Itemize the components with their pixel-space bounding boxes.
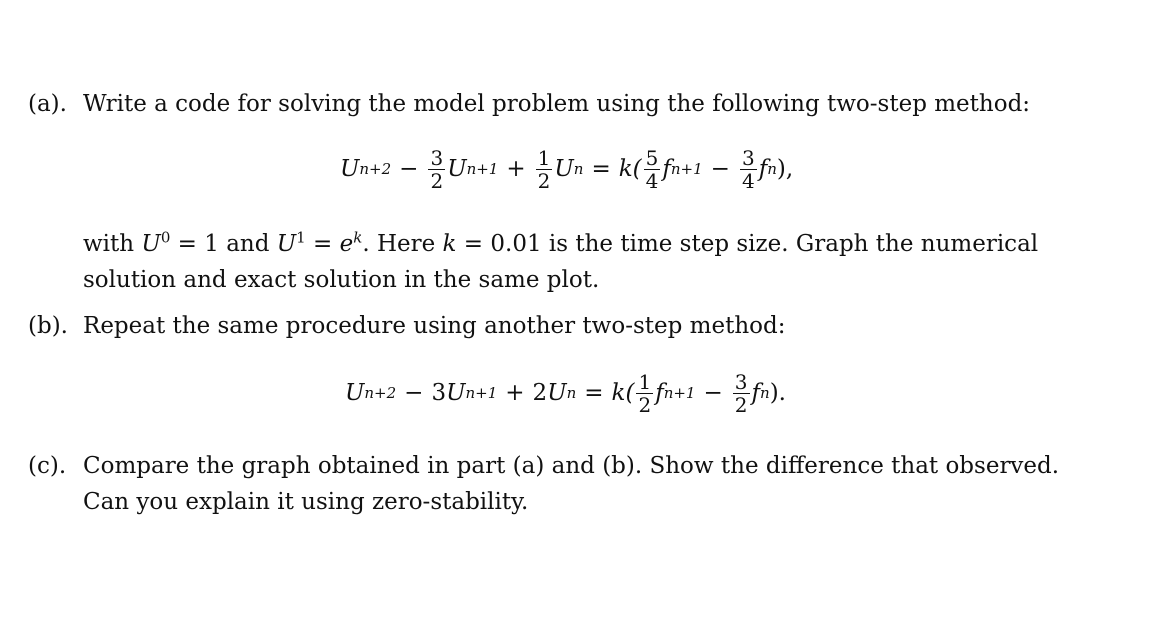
with-supk: k [353,228,363,247]
eq-b-U3: U [547,380,567,406]
equation-b: U n+2 − 3 U n+1 + 2 U n = k( $\frac{1}{2}$ f n+1 − $\frac{3}{2}$ f n ). [345,369,786,417]
with-word: with [83,231,135,257]
eq-b-U: U [345,380,365,406]
eq-a-frac-4-den: 4 [741,168,755,193]
eq-a-frac-4 [740,147,757,192]
with-eq2: = [313,231,333,257]
with-U1: U [276,231,297,257]
part-a-text: Write a code for solving the model problem using the following two-step method: [83,91,1031,117]
equation-a: U n+2 − $\frac{3}{2}$ U n+1 + $\frac{1}{2}$ U n = k( $\frac{5}{4}$ f n+1 − $\frac{3}{4}$ f n ), [340,145,794,193]
eq-a-equals: = [591,156,611,182]
with-eq1: = 1 and [177,231,270,257]
eq-a-U2: U [447,156,467,182]
part-a-line3: solution and exact solution in the same plot. [83,267,600,293]
with-here: . Here [362,231,436,257]
eq-a-frac-1 [428,147,445,192]
eq-b-coef2: 2 [532,380,548,406]
with-k: k [442,231,457,257]
part-c-line2: Can you explain it using zero-stability. [83,489,529,515]
eq-b-frac-1-num: 1 [638,369,652,394]
eq-b-plus: + [505,380,525,406]
eq-b-U2: U [446,380,466,406]
eq-b-frac-2 [733,371,750,416]
eq-a-frac-2-num: 1 [537,145,551,170]
part-b-text: Repeat the same procedure using another two-step method: [83,313,786,339]
with-e: e [339,231,354,257]
with-sup0: 0 [160,228,171,247]
eq-b-coef3: 3 [431,380,447,406]
eq-a-f2: f [758,156,768,182]
eq-a-f1: f [662,156,671,182]
eq-a-U3: U [554,156,574,182]
eq-b-frac-2-den: 2 [734,392,748,417]
with-rest: = 0.01 is the time step size. Graph the numerical [463,231,1039,257]
eq-a-frac-1-num: 3 [430,145,444,170]
part-c-text: Compare the graph obtained in part (a) and (b). Show the difference that observed. [83,453,1060,479]
part-a-with-line [83,230,1038,258]
eq-b-minus-2: − [703,380,723,406]
eq-a-frac-3 [644,147,661,192]
part-b-label: (b). [28,313,68,339]
eq-b-minus-1: − [404,380,424,406]
eq-a-U: U [340,156,360,182]
eq-a-plus: + [506,156,526,182]
with-sup1: 1 [296,228,306,247]
eq-b-frac-1-den: 2 [638,392,652,417]
eq-a-minus-1: − [399,156,419,182]
eq-a-close: ), [776,156,794,182]
with-U0: U [141,231,161,257]
eq-b-f1: f [655,380,664,406]
eq-a-k: k( [618,156,642,182]
eq-a-frac-4-num: 3 [741,145,755,170]
eq-b-f2: f [751,380,761,406]
eq-b-close: ). [769,380,786,406]
part-a-label: (a). [28,91,67,117]
eq-a-frac-2 [536,147,553,192]
eq-b-frac-2-num: 3 [734,369,748,394]
eq-a-frac-3-num: 5 [645,145,659,170]
eq-a-frac-1-den: 2 [430,168,444,193]
eq-a-frac-3-den: 4 [645,168,659,193]
part-c-label: (c). [28,453,67,479]
eq-b-frac-1 [636,371,653,416]
eq-b-k: k( [611,380,635,406]
eq-b-equals: = [584,380,604,406]
eq-a-minus-2: − [710,156,730,182]
eq-a-frac-2-den: 2 [537,168,551,193]
